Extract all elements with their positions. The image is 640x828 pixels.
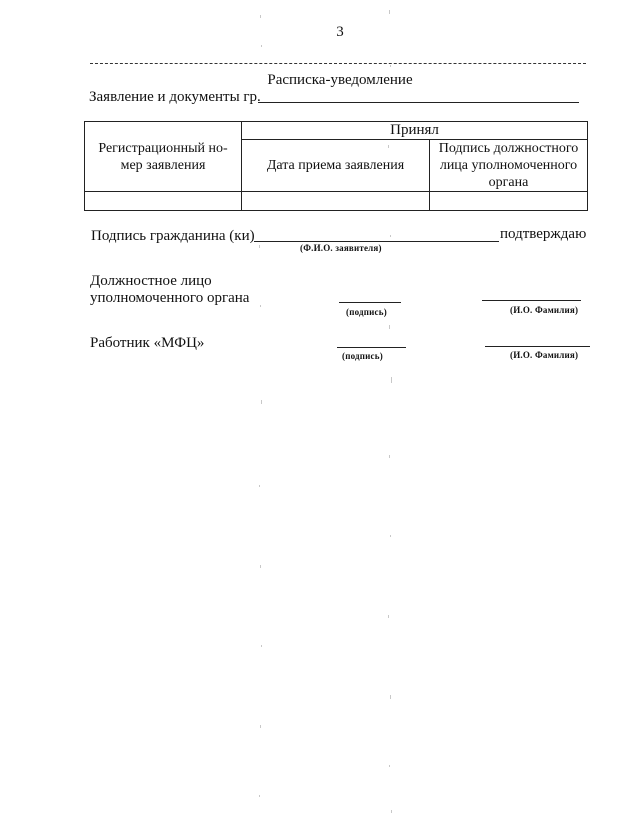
receipt-table (84, 121, 588, 211)
citizen-signature-label: Подпись гражданина (ки) (91, 228, 255, 244)
date-header: Дата приема заявления (242, 140, 430, 192)
date-cell[interactable] (242, 192, 430, 211)
mfc-signature-caption: (подпись) (342, 351, 383, 361)
citizen-caption: (Ф.И.О. заявителя) (300, 243, 382, 253)
accepted-header: Принял (242, 122, 588, 140)
receipt-title: Расписка-уведомление (267, 72, 413, 88)
official-name-field[interactable] (482, 300, 581, 301)
page-number: 3 (336, 24, 344, 40)
official-signature-header: Подпись должностного лица уполномоченного органа (430, 140, 588, 192)
mfc-worker-label: Работник «МФЦ» (90, 335, 205, 351)
official-signature-cell[interactable] (430, 192, 588, 211)
mfc-name-field[interactable] (485, 346, 590, 347)
official-label-line1: Должностное лицо (90, 273, 212, 289)
official-label-line2: уполномоченного органа (90, 290, 250, 306)
statement-line (89, 89, 261, 106)
mfc-signature-field[interactable] (337, 347, 406, 348)
mfc-name-caption: (И.О. Фамилия) (510, 350, 579, 360)
official-signature-caption: (подпись) (346, 307, 387, 317)
citizen-signature-field[interactable] (254, 241, 499, 242)
official-name-caption: (И.О. Фамилия) (510, 305, 579, 315)
cut-line (90, 63, 586, 64)
citizen-confirm-text: подтверждаю (500, 226, 587, 242)
official-signature-field[interactable] (339, 302, 401, 303)
applicant-name-field[interactable] (258, 102, 579, 103)
reg-number-header: Регистрационный но-мер заявления (85, 122, 242, 192)
reg-number-cell[interactable] (85, 192, 242, 211)
statement-label: Заявление и документы гр. (89, 89, 261, 105)
